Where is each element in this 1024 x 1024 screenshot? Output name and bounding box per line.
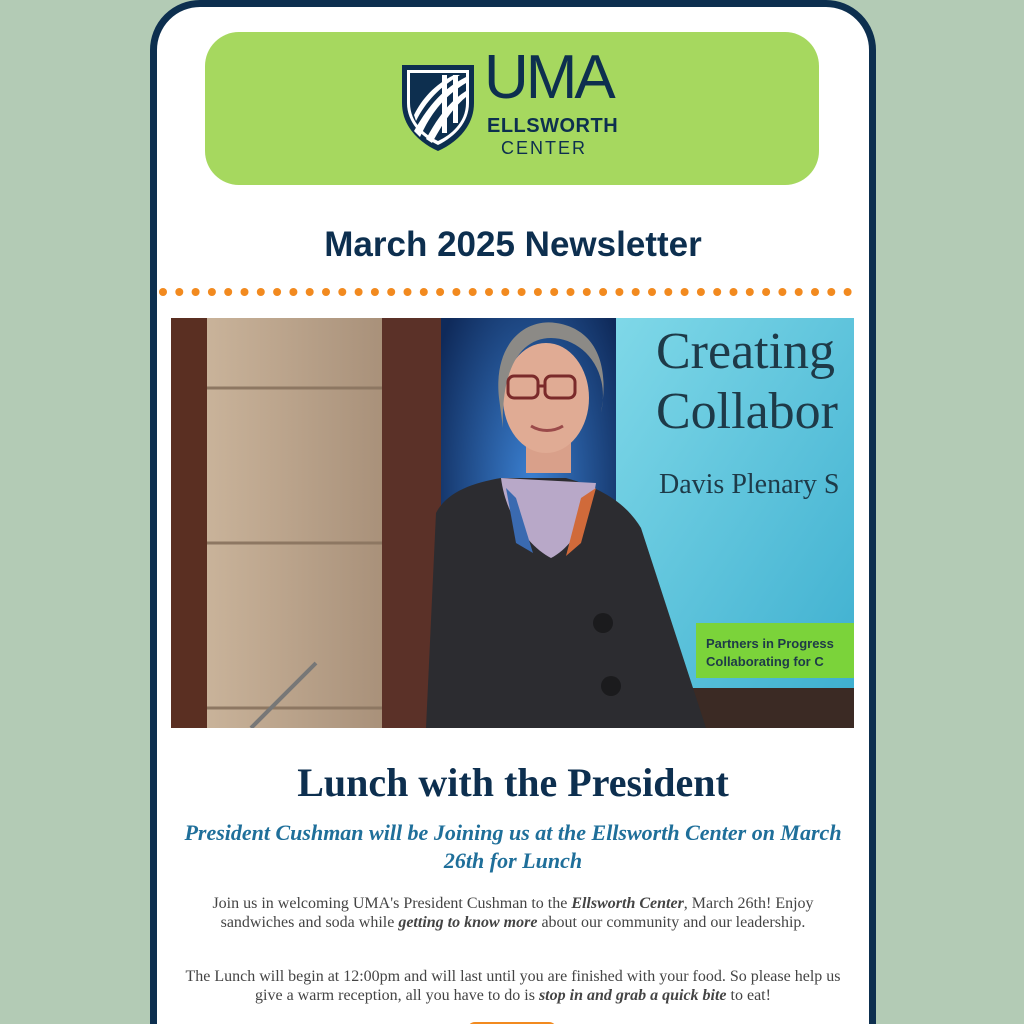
divider-dot — [452, 288, 460, 296]
divider-dot — [730, 288, 738, 296]
divider-dot — [811, 288, 819, 296]
divider-dot — [273, 288, 281, 296]
divider-dot — [632, 288, 640, 296]
divider-dot — [844, 288, 852, 296]
divider-dot — [420, 288, 428, 296]
divider-dot — [664, 288, 672, 296]
logo-ellsworth-text: ELLSWORTH — [487, 115, 619, 137]
divider-dot — [306, 288, 314, 296]
screen-green-line2: Collaborating for C — [706, 654, 824, 669]
paragraph-details-text-c: to eat! — [726, 987, 771, 1004]
divider-dot — [224, 288, 232, 296]
paragraph-intro-text-a: Join us in welcoming UMA's President Cushman to the — [212, 895, 572, 912]
shield-icon — [398, 61, 478, 153]
divider-dot — [469, 288, 477, 296]
divider-dot — [322, 288, 330, 296]
section-title: Lunch with the President — [297, 760, 729, 805]
divider-dot — [387, 288, 395, 296]
divider-dot — [778, 288, 786, 296]
divider-dot — [599, 288, 607, 296]
divider-dot — [518, 288, 526, 296]
divider-dot — [648, 288, 656, 296]
divider-dot — [615, 288, 623, 296]
screen-text-line2: Collabor — [656, 383, 838, 440]
divider-dot — [534, 288, 542, 296]
newsletter-title: March 2025 Newsletter — [324, 225, 702, 264]
paragraph-intro-text-c: , March 26th! Enjoy sandwiches and soda while — [220, 895, 814, 931]
paragraph-intro — [179, 894, 847, 932]
paragraph-details — [179, 967, 847, 1005]
paragraph-intro-text-e: about our community and our leadership. — [537, 914, 806, 931]
logo-uma-text: UMA — [484, 43, 613, 112]
divider-dot — [404, 288, 412, 296]
divider-dot — [371, 288, 379, 296]
divider-dot — [208, 288, 216, 296]
dotted-divider — [157, 284, 869, 300]
divider-dot — [289, 288, 297, 296]
divider-dot — [501, 288, 509, 296]
uma-ellsworth-logo[interactable] — [398, 43, 628, 159]
hero-photo — [171, 318, 854, 728]
divider-dot — [192, 288, 200, 296]
paragraph-intro-emphasis-know-more: getting to know more — [398, 914, 538, 931]
paragraph-details-text-a: The Lunch will begin at 12:00pm and will last until you are finished with your food. So please help us give a warm reception, all you have to do is — [185, 968, 841, 1004]
screen-text-line1: Creating — [656, 323, 836, 380]
divider-dot — [485, 288, 493, 296]
divider-dot — [550, 288, 558, 296]
newsletter-card — [150, 0, 876, 1024]
screen-text-line3: Davis Plenary S — [659, 469, 840, 500]
divider-dot — [681, 288, 689, 296]
divider-dot — [159, 288, 167, 296]
header-banner — [205, 32, 819, 185]
divider-dot — [175, 288, 183, 296]
paragraph-intro-emphasis-location: Ellsworth Center — [571, 895, 684, 912]
paragraph-details-emphasis: stop in and grab a quick bite — [538, 987, 727, 1004]
divider-dot — [241, 288, 249, 296]
divider-dot — [567, 288, 575, 296]
divider-dot — [713, 288, 721, 296]
divider-dot — [827, 288, 835, 296]
section-subtitle: President Cushman will be Joining us at the Ellsworth Center on March 26th for Lunch — [184, 820, 842, 873]
divider-dot — [762, 288, 770, 296]
divider-dot — [795, 288, 803, 296]
logo-center-text: CENTER — [501, 138, 588, 158]
divider-dot — [697, 288, 705, 296]
divider-dot — [436, 288, 444, 296]
divider-dot — [355, 288, 363, 296]
screen-green-line1: Partners in Progress — [706, 636, 834, 651]
divider-dot — [338, 288, 346, 296]
divider-dot — [257, 288, 265, 296]
divider-dot — [746, 288, 754, 296]
divider-dot — [583, 288, 591, 296]
